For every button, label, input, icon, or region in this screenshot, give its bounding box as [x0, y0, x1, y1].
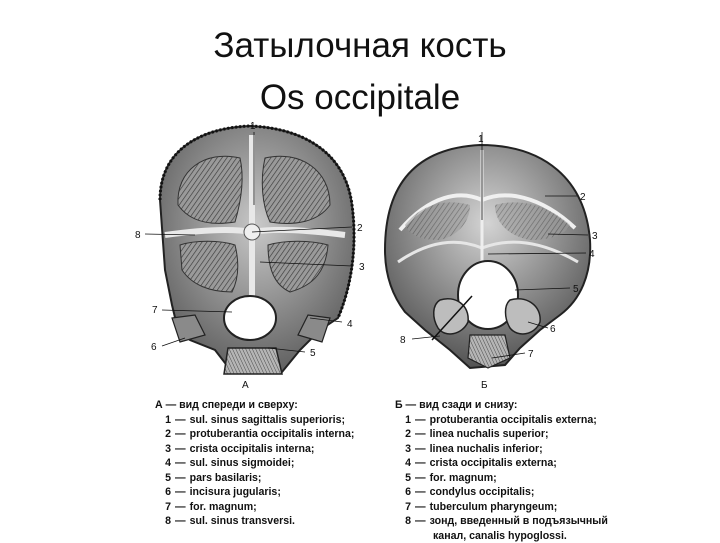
legend-b-item: 6 — condylus occipitalis; [395, 485, 608, 500]
fig-b-label-7: 7 [528, 349, 534, 360]
slide-title: Затылочная кость [0, 28, 720, 63]
legend-a-header: А — вид спереди и сверху: [155, 398, 354, 413]
legend-a-item: 1 — sul. sinus sagittalis superioris; [155, 413, 354, 428]
fig-a-label-1: 1 [250, 121, 256, 132]
fig-b-label-5: 5 [573, 284, 579, 295]
fig-a-label-4: 4 [347, 319, 353, 330]
fig-a-label-3: 3 [359, 262, 365, 273]
fig-b-letter: Б [481, 380, 488, 391]
legend-b-item: 5 — for. magnum; [395, 471, 608, 486]
fig-a-label-7: 7 [152, 305, 158, 316]
legend-b-item: 8 — зонд, введенный в подъязычный [395, 514, 608, 529]
legend-a [155, 398, 354, 529]
legend-b-item-continuation: канал, canalis hypoglossi. [395, 529, 608, 543]
fig-b-label-8: 8 [400, 335, 406, 346]
fig-a-label-2: 2 [357, 223, 363, 234]
legend-b-item: 4 — crista occipitalis externa; [395, 456, 608, 471]
legend-b-item: 7 — tuberculum pharyngeum; [395, 500, 608, 515]
slide-subtitle-latin: Os occipitale [0, 80, 720, 115]
fig-a-letter: А [242, 380, 249, 391]
fig-b-label-4: 4 [589, 249, 595, 260]
fig-b-label-6: 6 [550, 324, 556, 335]
fig-a-label-5: 5 [310, 348, 316, 359]
legend-a-item: 5 — pars basilaris; [155, 471, 354, 486]
fig-b-label-3: 3 [592, 231, 598, 242]
fig-a-label-6: 6 [151, 342, 157, 353]
legend-b-item: 3 — linea nuchalis inferior; [395, 442, 608, 457]
legend-b-item: 1 — protuberantia occipitalis externa; [395, 413, 608, 428]
legend-a-item: 7 — for. magnum; [155, 500, 354, 515]
legend-a-item: 4 — sul. sinus sigmoidei; [155, 456, 354, 471]
fig-a-label-8: 8 [135, 230, 141, 241]
legend-a-item: 3 — crista occipitalis interna; [155, 442, 354, 457]
figure-b-bone [385, 145, 590, 368]
legend-a-item: 6 — incisura jugularis; [155, 485, 354, 500]
fig-b-label-2: 2 [580, 192, 586, 203]
legend-b [395, 398, 608, 543]
legend-b-header: Б — вид сзади и снизу: [395, 398, 608, 413]
legend-b-item: 2 — linea nuchalis superior; [395, 427, 608, 442]
legend-a-item: 2 — protuberantia occipitalis interna; [155, 427, 354, 442]
legend-a-item: 8 — sul. sinus transversi. [155, 514, 354, 529]
fig-b-label-1: 1 [478, 134, 484, 145]
figure-a-bone [160, 126, 354, 374]
